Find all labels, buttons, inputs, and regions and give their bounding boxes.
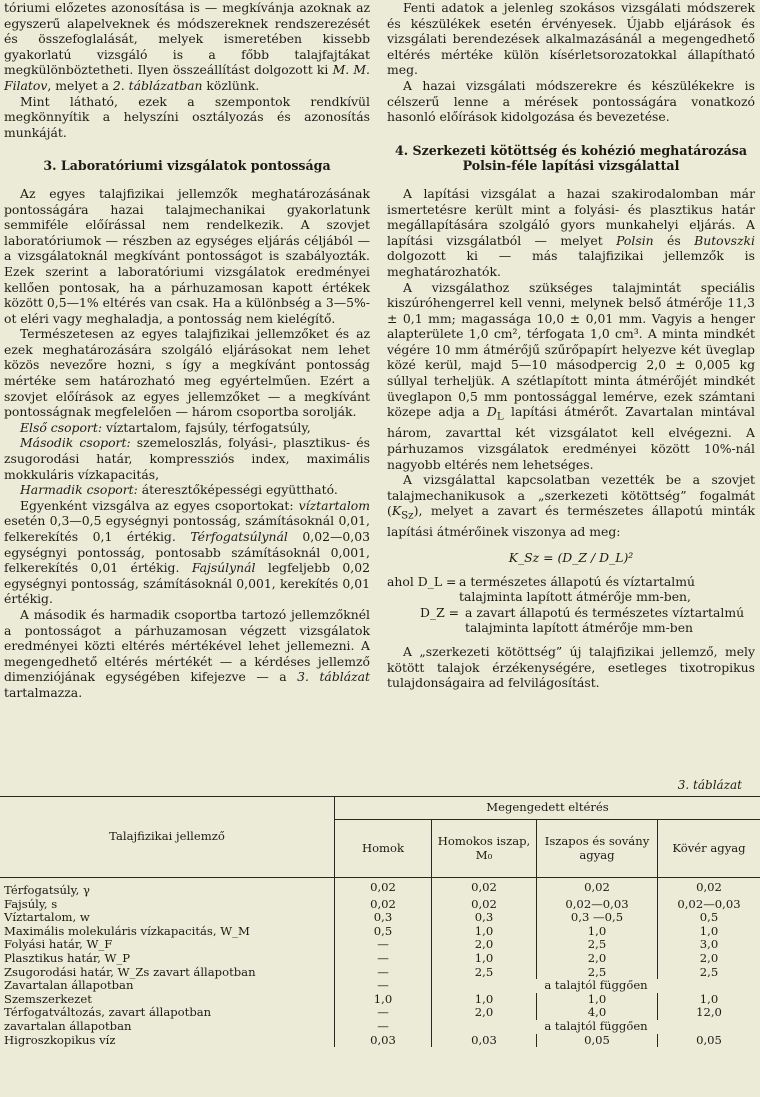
- cell-value: 2,5: [537, 966, 658, 980]
- cell-value: 2,0: [432, 938, 537, 952]
- cell-value: 3,0: [699, 937, 719, 952]
- cell-value: —: [335, 938, 432, 952]
- left-para-2: Mint látható, ezek a szempontok rendkívül megkönnyítik a helyszíni osztályozás és azonosítás munkáját.: [4, 93, 370, 140]
- cell-value: —: [335, 966, 432, 980]
- definition-term: ahol D_L =: [387, 573, 457, 589]
- table-row: [0, 938, 760, 952]
- row-label: Maximális molekuláris vízkapacitás, W_M: [0, 925, 335, 939]
- right-para-1: Fenti adatok a jelenleg szokásos vizsgálati módszerek és készülékek esetén érvényesek. Újabb eljárások és vizsgálati berendezések alkalmazásánál a megengedhető eltérés mértéke külön kísérletsorozatokkal állapítható meg.: [387, 0, 755, 78]
- cell-value: 0,05: [537, 1034, 658, 1048]
- cell-value: 2,5: [432, 966, 537, 980]
- cell-value: 1,0: [432, 952, 537, 966]
- table-row: [0, 911, 760, 925]
- table-row: [0, 952, 760, 966]
- table-body: [0, 878, 760, 1048]
- table-row: [0, 993, 760, 1007]
- formula-ksz: K_Sz = (D_Z / D_L)²: [508, 549, 634, 565]
- definition-dz: [387, 605, 755, 636]
- cell-value: 0,02—0,03: [537, 898, 658, 912]
- cell-value: —: [335, 979, 432, 993]
- cell-value: 2,0: [432, 1006, 537, 1020]
- cell-value: 0,5: [335, 925, 432, 939]
- definition-term: D_Z =: [419, 604, 459, 620]
- cell-value: 1,0: [699, 923, 719, 938]
- cell-value: 2,0: [537, 952, 658, 966]
- cell-span-text: a talajtól függően: [544, 978, 648, 993]
- col-header-kover-agyag: Kövér agyag: [658, 820, 760, 878]
- cell-value: 2,5: [537, 938, 658, 952]
- right-para-2: A hazai vizsgálati módszerekre és készülékekre is célszerű lenne a mérések pontosságára vonatkozó hasonló előírások kidolgozása és bevezetése.: [387, 77, 755, 125]
- data-table: [0, 797, 760, 1047]
- cell-value: 0,02: [335, 878, 432, 898]
- left-para-6: A második és harmadik csoportba tartozó jellemzőknél a pontosságot a párhuzamosan végzett vizsgálatok eredményei közti eltérés mértékével lehet jellemezni. A megengedhető eltérés mértékét — a kérdéses jellemző dimenziójának egységében kifejezve — a 3. táblázat tartalmazza.: [4, 606, 370, 700]
- table-row: [0, 1006, 760, 1020]
- row-label: Térfogatsúly, γ: [0, 878, 335, 898]
- cell-value: 1,0: [699, 991, 719, 1006]
- cell-value: —: [335, 952, 432, 966]
- left-column: [4, 0, 370, 701]
- cell-value: 0,02: [432, 878, 537, 898]
- col-header-group: Megengedett eltérés: [335, 797, 760, 820]
- col-header-homok: Homok: [335, 820, 432, 878]
- table-row: [0, 925, 760, 939]
- table-row: [0, 878, 760, 898]
- cell-value: 2,5: [699, 964, 719, 979]
- left-para-3: Az egyes talajfizikai jellemzők meghatározásának pontosságára hazai talajmechanikai gyakorlatunk semmiféle előírással nem rendelkezik. A szovjet laboratóriumok — részben az egységes eljárás céljából — a vizsgálatoknál megkívánt pontosságot is szabályozták. Ezek szerint a laboratóriumi vizsgálatok eredményei kellően pontosak, ha a párhuzamosan kapott értékek között 0,5—1% eltérés van csak. Ha a különbség a 3—5%-ot eléri vagy meghaladja, a pontosság nem kielégítő.: [4, 185, 370, 326]
- cell-value: 0,5: [699, 910, 719, 925]
- definition-text: a természetes állapotú és víztartalmú talajminta lapított átmérője mm-ben,: [459, 573, 695, 605]
- table-3: [0, 796, 760, 1047]
- cell-value: 0,02: [335, 898, 432, 912]
- cell-value: 1,0: [537, 925, 658, 939]
- cell-value: 0,02—0,03: [677, 896, 741, 911]
- row-label: zavartalan állapotban: [0, 1020, 335, 1034]
- definition-text: a zavart állapotú és természetes víztartalmú talajminta lapított átmérője mm-ben: [465, 604, 745, 636]
- table-row: [0, 966, 760, 980]
- group-3: Harmadik csoport: áteresztőképességi együttható.: [20, 482, 338, 498]
- left-para-1: tóriumi előzetes azonosítása is — megkívánja azoknak az egyszerű alapelveknek és módszereknek rendszerezését és összefoglalását, melyek ismeretében kissebb gyakorlatú vizsgáló is a főbb talajfajtákat megkülönböztetheti. Ilyen összeállítást dolgozott ki M. M. Filatov, melyet a 2. táblázatban közlünk.: [4, 0, 370, 93]
- row-label: Víztartalom, w: [0, 911, 335, 925]
- cell-value: —: [335, 1020, 432, 1034]
- left-para-5: Egyenként vizsgálva az egyes csoportokat: víztartalom esetén 0,3—0,5 egységnyi pontosság, számításoknál 0,01, felkerekítés 0,1 értékig. Térfogatsúlynál 0,02—0,03 egységnyi pontosság, pontosabb számításoknál 0,001, felkerekítés 0,01 értékig. Fajsúlynál legfeljebb 0,02 egységnyi pontosság, számításoknál 0,001, kerekítés 0,01 értékig.: [4, 497, 370, 607]
- col-header-iszapos-agyag: Iszapos és sovány agyag: [537, 820, 658, 878]
- cell-value: 4,0: [537, 1006, 658, 1020]
- cell-value: 12,0: [696, 1005, 722, 1020]
- row-label: Térfogatváltozás, zavart állapotban: [0, 1006, 335, 1020]
- cell-value: 0,3: [432, 911, 537, 925]
- right-column: [387, 0, 755, 691]
- cell-value: 1,0: [537, 993, 658, 1007]
- section-heading-3: 3. Laboratóriumi vizsgálatok pontossága: [43, 158, 331, 174]
- cell-value: —: [335, 1006, 432, 1020]
- right-para-3: A lapítási vizsgálat a hazai szakirodalomban már ismertetésre került mint a folyási- és plasztikus határ megállapítására szolgáló gyors munkahelyi eljárás. A lapítási vizsgálatból — melyet Polsin és Butovszki dolgozott ki — más talajfizikai jellemzők is meghatározhatók.: [387, 185, 755, 279]
- row-label: Folyási határ, W_F: [0, 938, 335, 952]
- cell-value: 0,3 —0,5: [537, 911, 658, 925]
- cell-value: 1,0: [335, 993, 432, 1007]
- row-label: Fajsúly, s: [0, 898, 335, 912]
- row-label: Szemszerkezet: [0, 993, 335, 1007]
- table-row: [0, 1034, 760, 1048]
- table-header-group-row: [0, 797, 760, 820]
- col-header-property: Talajfizikai jellemző: [0, 797, 335, 878]
- cell-value: 0,03: [432, 1034, 537, 1048]
- row-label: Zsugorodási határ, W_Zs zavart állapotban: [0, 966, 335, 980]
- cell-value: 0,03: [335, 1034, 432, 1048]
- table-row: [0, 1020, 760, 1034]
- cell-span-text: a talajtól függően: [544, 1018, 648, 1033]
- row-label: Higroszkopikus víz: [0, 1034, 335, 1048]
- row-label: Zavartalan állapotban: [0, 979, 335, 993]
- row-label: Plasztikus határ, W_P: [0, 952, 335, 966]
- cell-value: 0,3: [335, 911, 432, 925]
- cell-value: 2,0: [699, 950, 719, 965]
- cell-value: 0,02: [432, 898, 537, 912]
- right-para-6: A „szerkezeti kötöttség” új talajfizikai jellemző, mely kötött talajok érzékenységére, esetleges tixotropikus tulajdonságaira ad felvilágosítást.: [387, 643, 755, 691]
- right-para-4: A vizsgálathoz szükséges talajmintát speciális kiszúróhengerrel kell venni, melynek belső átmérője 11,3 ± 0,1 mm; magassága 10,0 ± 0,01 mm. Vagyis a henger alapterülete 1,0 cm², térfogata 1,0 cm³. A minta mindkét végére 10 mm átmérőjű szűrőpapírt helyezve két üveglap közé kerül, majd 5—10 másodpercig 2,0 ± 0,005 kg súllyal terheljük. A szétlapított minta átmérőjét mindkét üveglapon 0,5 mm pontossággal lemérve, ezek számtani közepe adja a $D_L$ lapítási átmérőt. Zavartalan mintával három, zavarttal két vizsgálatot kell elvégezni. A párhuzamos vizsgálatok eredményei között 10%-nál nagyobb eltérés nem lehetséges.: [387, 279, 755, 472]
- col-header-homokos-iszap: Homokos iszap, M₀: [432, 820, 537, 878]
- cell-value: 0,02: [537, 878, 658, 898]
- cell-value: 1,0: [432, 993, 537, 1007]
- right-para-5: A vizsgálattal kapcsolatban vezették be a szovjet talajmechanikusok a „szerkezeti kötöttség” fogalmát $(K_{Sz})$, melyet a zavart és természetes állapotú minták lapítási átmérőinek viszonya ad meg:: [387, 472, 755, 540]
- group-1: Első csoport: víztartalom, fajsúly, térfogatsúly,: [20, 419, 311, 435]
- cell-value: 0,05: [696, 1032, 722, 1047]
- definition-dl: [387, 574, 755, 605]
- section-heading-4: 4. Szerkezeti kötöttség és kohézió meghatározása Polsin-féle lapítási vizsgálattal: [394, 142, 748, 174]
- definitions: [387, 574, 755, 636]
- table-row: [0, 979, 760, 993]
- table-row: [0, 898, 760, 912]
- group-2: Második csoport: szemeloszlás, folyási-, plasztikus- és zsugorodási határ, kompressziós index, maximális mokkuláris vízkapacitás,: [4, 435, 370, 482]
- left-para-4: Természetesen az egyes talajfizikai jellemzőket és az ezek meghatározására szolgáló eljárásokat nem lehet közös nevezőre hozni, s így a megkívánt pontosság mértéke sem határozható meg egyértelműen. Ezért a szovjet előírások az egyes jellemzőket — a megkívánt pontosságnak megfelelően — három csoportba sorolják.: [4, 326, 370, 420]
- cell-value: 0,02: [696, 880, 722, 894]
- table-caption: 3. táblázat: [677, 778, 742, 792]
- cell-value: 1,0: [432, 925, 537, 939]
